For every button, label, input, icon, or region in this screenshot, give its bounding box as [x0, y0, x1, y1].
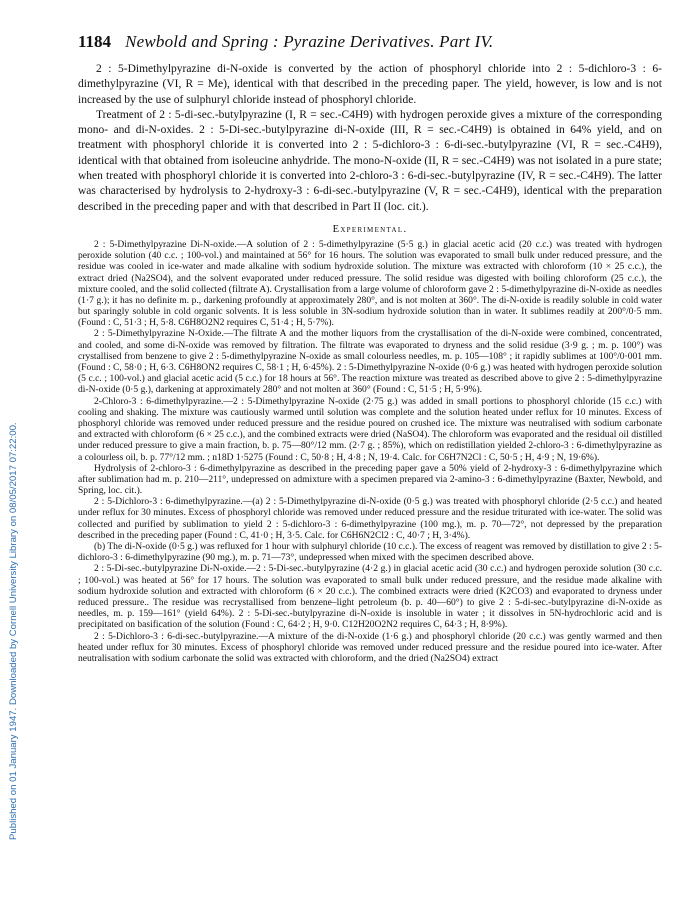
experimental-paragraph: 2 : 5-Dichloro-3 : 6-di-sec.-butylpyrazine.—A mixture of the di-N-oxide (1·6 g.) and phosphoryl chloride (20 c.c.) was gently warmed and then heated under reflux for 30 minutes. Excess of phosphoryl chloride was removed under reduced pressure and the residue poured into ice-water. After neutralisation with sodium carbonate the solid was extracted with chloroform, and the dried (Na2SO4) extract	[78, 630, 662, 664]
experimental-paragraph: (b) The di-N-oxide (0·5 g.) was refluxed for 1 hour with sulphuryl chloride (10 c.c.). The excess of reagent was removed by distillation to give 2 : 5-dichloro-3 : 6-dimethylpyrazine (90 mg.), m. p. 71—73°, undepressed when mixed with the specimen described above.	[78, 541, 662, 564]
intro-paragraph: Treatment of 2 : 5-di-sec.-butylpyrazine (I, R = sec.-C4H9) with hydrogen peroxide gives a mixture of the corresponding mono- and di-N-oxides. 2 : 5-Di-sec.-butylpyrazine di-N-oxide (III, R = sec.-C4H9) is obtained in 64% yield, and on treatment with phosphoryl chloride it is converted into 2 : 5-dichloro-3 : 6-di-sec.-butylpyrazine (VI, R = sec.-C4H9), identical with that obtained from isoleucine anhydride. The mono-N-oxide (II, R = sec.-C4H9) was not isolated in a pure state; when treated with phosphoryl chloride it is converted into 2-chloro-3 : 6-di-sec.-butylpyrazine (IV, R = sec.-C4H9). The latter was characterised by hydrolysis to 2-hydroxy-3 : 6-di-sec.-butylpyrazine (V, R = sec.-C4H9), identical with the preparation described in the preceding paper and with that described in Part II (loc. cit.).	[78, 108, 662, 213]
experimental-paragraph: Hydrolysis of 2-chloro-3 : 6-dimethylpyrazine as described in the preceding paper gave a 50% yield of 2-hydroxy-3 : 6-dimethylpyrazine which after sublimation had m. p. 210—211°, undepressed on admixture with a specimen prepared via 2-amino-3 : 6-dimethylpyrazine (Baxter, Newbold, and Spring, loc. cit.).	[78, 462, 662, 497]
page-number: 1184	[78, 32, 112, 51]
download-notice-text[interactable]: Published on 01 January 1947. Downloaded by Cornell University Library on 08/05/2017 07:22:00.	[8, 422, 19, 840]
experimental-paragraph: 2 : 5-Dimethylpyrazine Di-N-oxide.—A solution of 2 : 5-dimethylpyrazine (5·5 g.) in glacial acetic acid (20 c.c.) was treated with hydrogen peroxide solution (40 c.c. ; 100-vol.) and maintained at 56° for 16 hours. The solution was evaporated to small bulk under reduced pressure, and the residue was cooled in ice-water and made alkaline with sodium hydroxide solution. The mixture was extracted with chloroform (10 × 25 c.c.), the extract dried (Na2SO4), and the solvent evaporated under reduced pressure. The solid residue was digested with boiling chloroform (25 c.c.), the mixture cooled, and the solid collected (filtrate A). Crystallisation from a large volume of chloroform gave 2 : 5-dimethylpyrazine di-N-oxide as needles (1·7 g.); it has no definite m. p., darkening profoundly at approximately 280°, and is not molten at 360°. The di-N-oxide is readily soluble in cold water but sparingly soluble in cold organic solvents. It is less soluble in 3N-sodium hydroxide solution than in water. It sublimes readily at 200°/0·5 mm. (Found : C, 51·3 ; H, 5·8. C6H8O2N2 requires C, 51·4 ; H, 5·7%).	[78, 238, 662, 329]
article-body	[78, 62, 662, 664]
intro-paragraph: 2 : 5-Dimethylpyrazine di-N-oxide is converted by the action of phosphoryl chloride into 2 : 5-dichloro-3 : 6-dimethylpyrazine (VI, R = Me), identical with that described in the preceding paper. The yield, however, is low and is not increased by the use of sulphuryl chloride instead of phosphoryl chloride.	[78, 63, 662, 106]
experimental-paragraph: 2-Chloro-3 : 6-dimethylpyrazine.—2 : 5-Dimethylpyrazine N-oxide (2·75 g.) was added in small portions to phosphoryl chloride (15 c.c.) with cooling and shaking. The mixture was cautiously warmed until solution was complete and the solution heated under reflux for 10 minutes. Excess of phosphoryl chloride was removed under reduced pressure and the residue poured on crushed ice. The mixture was neutralised with sodium carbonate and extracted with chloroform (6 × 25 c.c.), and the combined extracts were dried (NaSO4). The chloroform was evaporated and the residual oil distilled under reduced pressure to give a main fraction, b. p. 75—80°/12 mm. (2·7 g. ; 85%), which on redistillation yielded 2-chloro-3 : 6-dimethylpyrazine as a colourless oil, b. p. 77°/12 mm. ; n18D 1·5275 (Found : C, 50·8 ; H, 4·8 ; N, 19·4. Calc. for C6H7N2Cl : C, 50·5 ; H, 4·9 ; N, 19·6%).	[78, 395, 662, 463]
download-notice	[8, 140, 22, 840]
experimental-paragraph: 2 : 5-Dichloro-3 : 6-dimethylpyrazine.—(a) 2 : 5-Dimethylpyrazine di-N-oxide (0·5 g.) was treated with phosphoryl chloride (2·5 c.c.) and heated under reflux for 30 minutes. Excess of phosphoryl chloride was removed under reduced pressure and the residue triturated with ice-water. The solid was collected and purified by sublimation to yield 2 : 5-dichloro-3 : 6-dimethylpyrazine (100 mg.), m. p. 70—72°, not depressed by the preparation described in the preceding paper (Found : C, 41·0 ; H, 3·5. Calc. for C6H6N2Cl2 : C, 40·7 ; H, 3·4%).	[78, 496, 662, 541]
experimental-paragraph: 2 : 5-Dimethylpyrazine N-Oxide.—The filtrate A and the mother liquors from the crystallisation of the di-N-oxide were combined, concentrated, and cooled, and some di-N-oxide was removed by filtration. The filtrate was evaporated to dryness and the solid residue (3·9 g. ; m. p. 100°) was crystallised from benzene to give 2 : 5-dimethylpyrazine N-oxide as small colourless needles, m. p. 105—108° ; it rapidly sublimes at 100°/0·001 mm. (Found : C, 58·0 ; H, 6·3. C6H8ON2 requires C, 58·1 ; H, 6·45%). 2 : 5-Dimethylpyrazine N-oxide (0·6 g.) was heated with hydrogen peroxide solution (5 c.c. ; 100-vol.) and glacial acetic acid (5 c.c.) for 18 hours at 56°. The reaction mixture was treated as described above to give 2 : 5-dimethylpyrazine di-N-oxide (0·5 g.), darkening at approximately 280° and not molten at 360° (Found : C, 51·5 ; H, 5·9%).	[78, 328, 662, 396]
experimental-paragraph: 2 : 5-Di-sec.-butylpyrazine Di-N-oxide.—2 : 5-Di-sec.-butylpyrazine (4·2 g.) in glacial acetic acid (30 c.c.) and hydrogen peroxide solution (30 c.c. ; 100-vol.) was heated at 56° for 17 hours. The solution was evaporated to small bulk under reduced pressure, and the residue made alkaline with sodium hydroxide solution and extracted with chloroform (6 × 20 c.c.). The combined extracts were dried (K2CO3) and evaporated to dryness under reduced pressure.. The residue was recrystallised from benzene–light petroleum (b. p. 40—60°) to give 2 : 5-di-sec.-butylpyrazine di-N-oxide as needles, m. p. 159—161° (yield 64%). 2 : 5-Di-sec.-butylpyrazine di-N-oxide is insoluble in water ; it dissolves in 5N-hydrochloric acid and is precipitated on basification of the solution (Found : C, 64·2 ; H, 9·0. C12H20O2N2 requires C, 64·3 ; H, 8·9%).	[78, 563, 662, 631]
page-header	[78, 32, 662, 54]
running-title: Newbold and Spring : Pyrazine Derivatives. Part IV.	[125, 32, 494, 51]
section-heading-experimental: Experimental.	[332, 223, 408, 235]
